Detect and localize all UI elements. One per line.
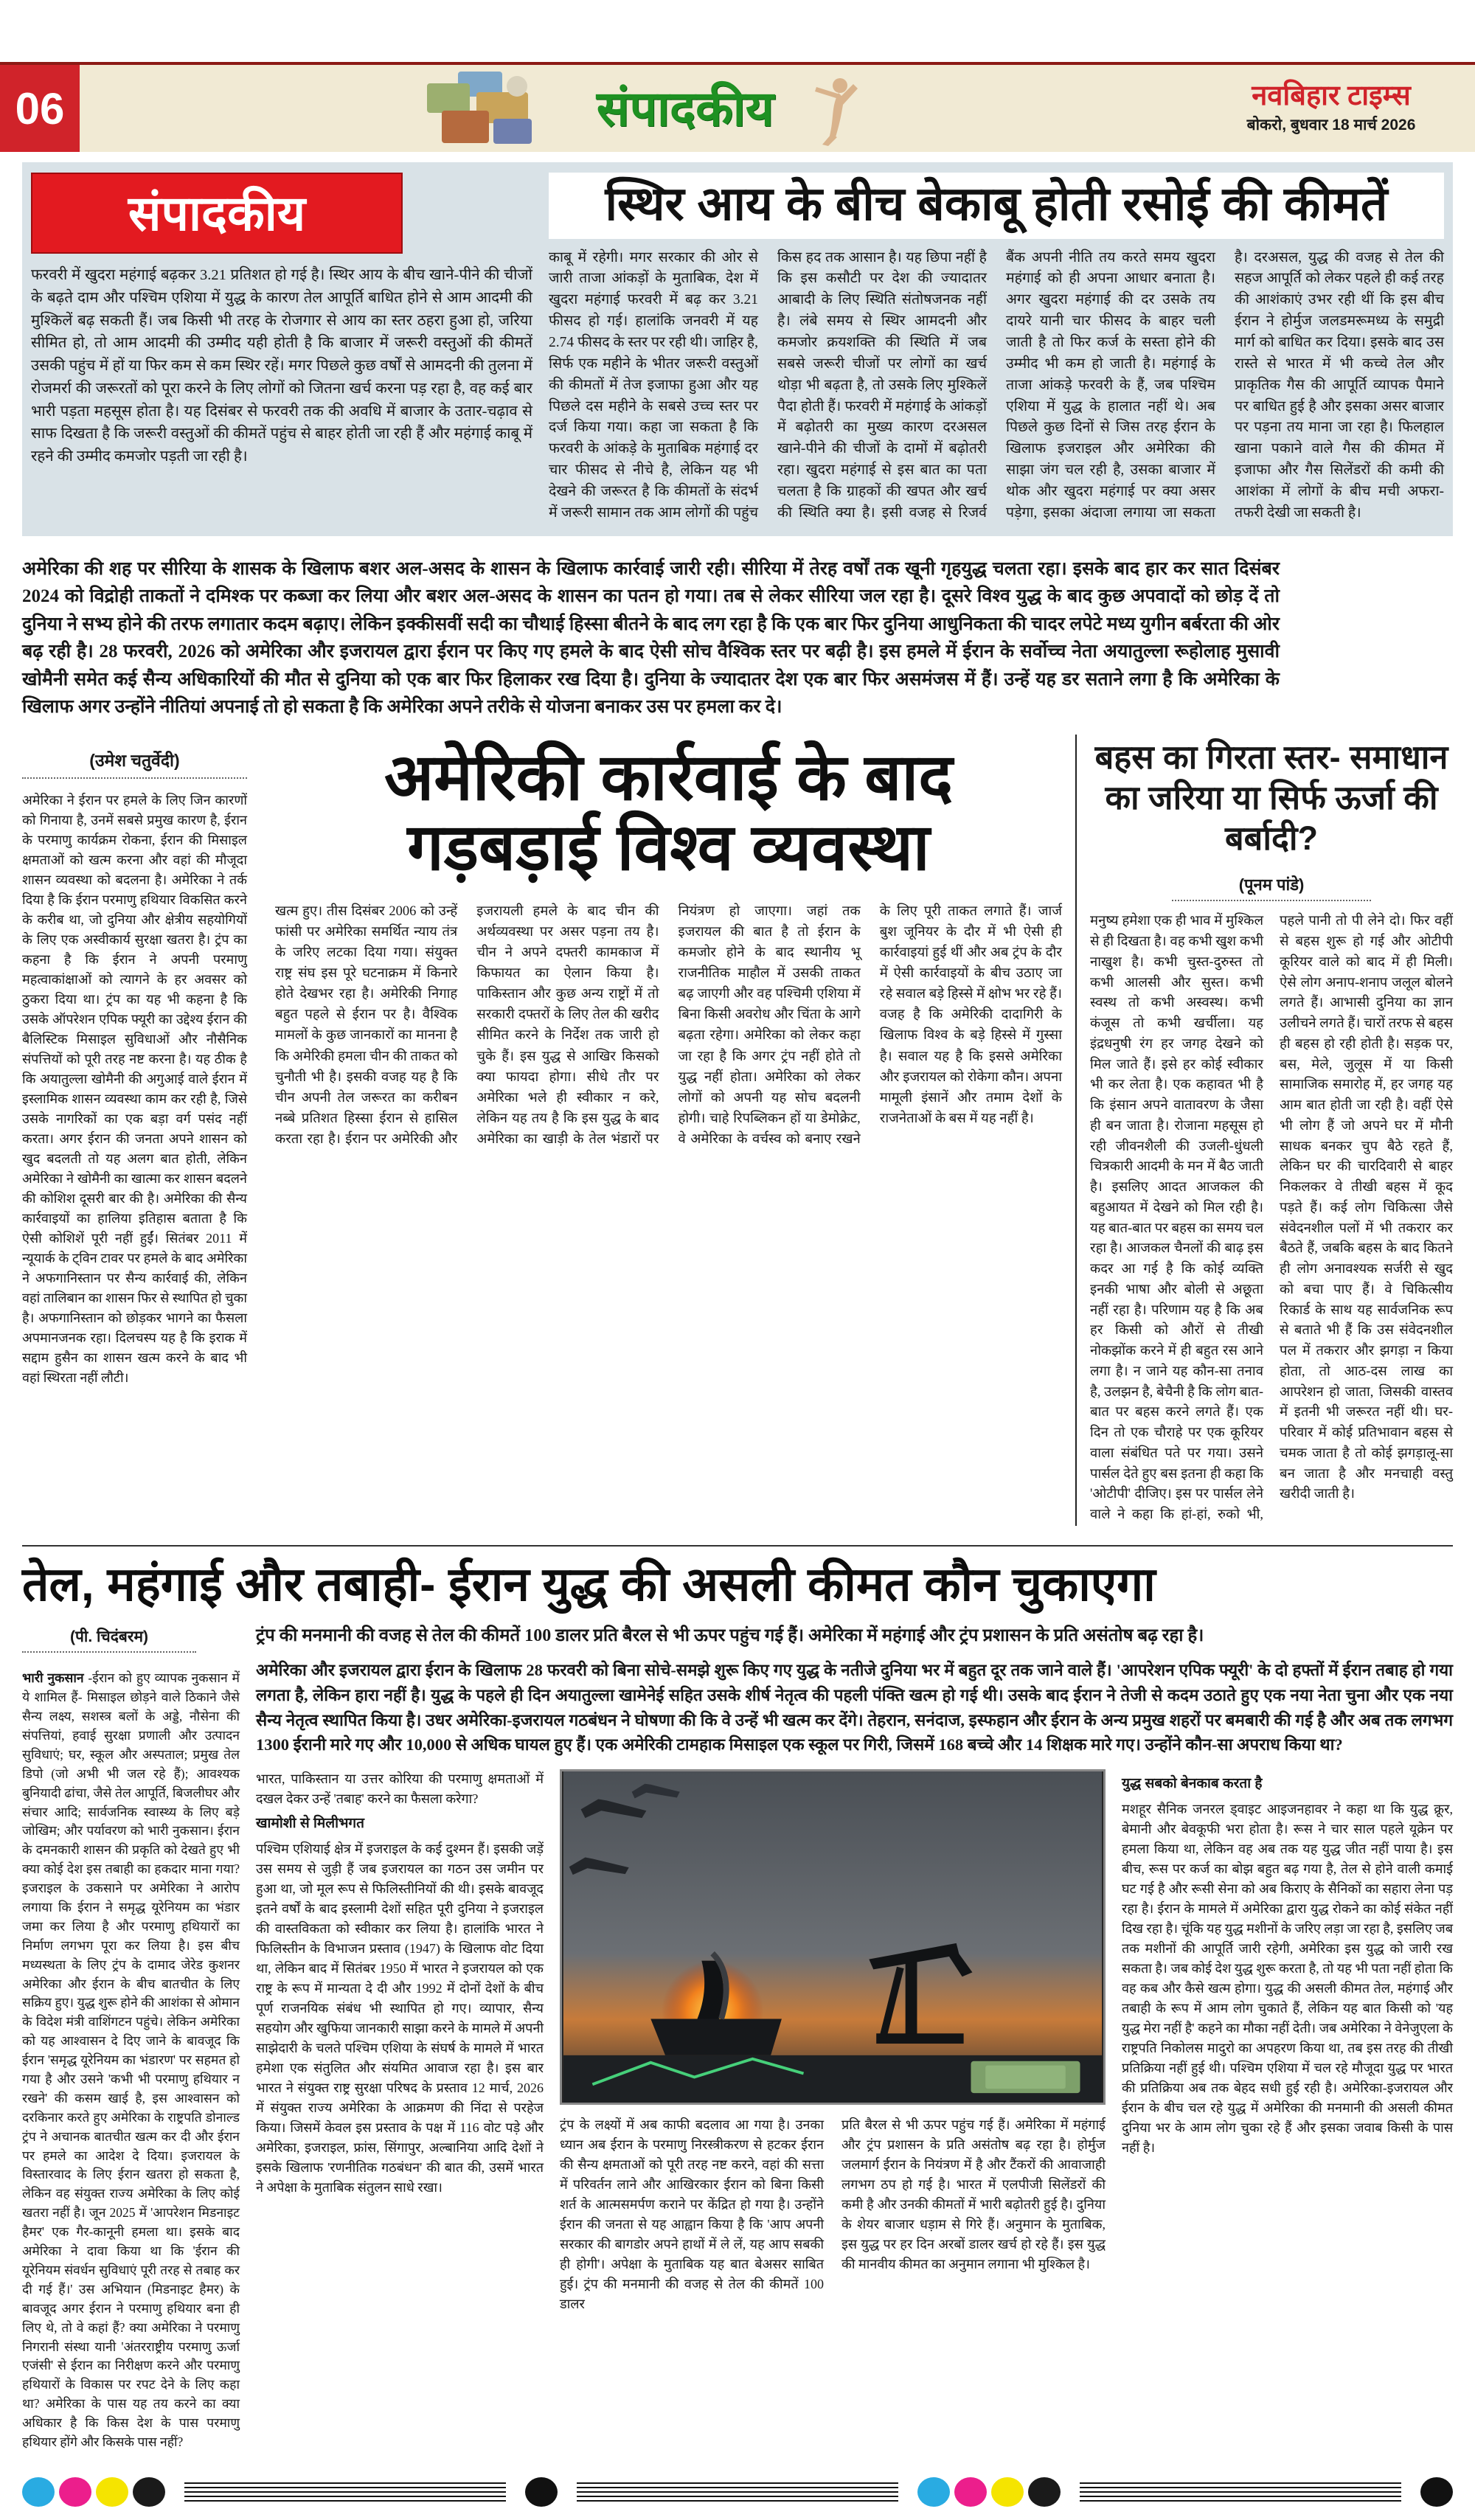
world-article-main — [262, 735, 1075, 1526]
editorial-section — [22, 162, 1453, 536]
world-article-headline — [275, 742, 1062, 882]
middle-section — [22, 735, 1453, 1526]
editorial-headline: स्थिर आय के बीच बेकाबू होती रसोई की कीमतें — [549, 173, 1444, 239]
section-title: संपादकीय — [596, 81, 774, 136]
world-article-left-column — [22, 735, 262, 1526]
oil-col2-subhead: खामोशी से मिलीभगत — [256, 1816, 364, 1832]
newspaper-page — [0, 62, 1475, 2520]
oil-article-center — [560, 1769, 1106, 2314]
oil-left-lead-in: भारी नुकसान — [22, 1670, 84, 1686]
editorial-main — [549, 173, 1444, 524]
page-number: 06 — [0, 65, 80, 152]
editorial-body-columns: काबू में रहेगी। मगर सरकार की ओर से जारी ताजा आंकड़ों के मुताबिक, देश में खुदरा महंगाई फरवरी में बढ़ कर 3.21 फीसद हो गई। हालांकि जनवरी में यह 2.74 फीसद के स्तर पर रही थी। जाहिर है, सिर्फ एक महीने के भीतर जरूरी वस्तुओं की कीमतों में तेज इजाफा हुआ और यह पिछले दस महीने के सबसे उच्च स्तर पर दर्ज किया गया। कहा जा सकता है कि फरवरी के आंकड़े के मुताबिक महंगाई दर चार फीसद से नीचे है, लेकिन यह भी देखने की जरूरत है कि कीमतों के संदर्भ में जरूरी सामान तक आम लोगों की पहुंच किस हद तक आसान है। यह छिपा नहीं है कि इस कसौटी पर देश की ज्यादातर आबादी के लिए स्थिति संतोषजनक नहीं है। लंबे समय से स्थिर आमदनी और कमजोर क्रयशक्ति की स्थिति में जब सबसे जरूरी चीजों पर लोगों का खर्च थोड़ा भी बढ़ता है, तो उसके लिए मुश्किलें पैदा होती हैं। फरवरी में महंगाई के आंकड़ों में बढ़ोतरी का मुख्य कारण दरअसल खाने-पीने की चीजों के दामों में बढ़ोतरी रहा। खुदरा महंगाई से इस बात का पता चलता है कि ग्राहकों की खपत और खर्च की स्थिति क्या है। इसी वजह से रिजर्व बैंक अपनी नीति तय करते समय खुदरा महंगाई को ही अपना आधार बनाता है। अगर खुदरा महंगाई की दर उसके तय दायरे यानी चार फीसद के बाहर चली जाती है तो फिर कर्ज के सस्ता होने की उम्मीद भी कम हो जाती है। महंगाई के ताजा आंकड़े फरवरी के हैं, जब पश्चिम एशिया में युद्ध के हालात नहीं थे। अब पिछले कुछ दिनों से जिस तरह ईरान के खिलाफ इजराइल और अमेरिका की साझा जंग चल रही है, उसका बाजार में थोक और खुदरा महंगाई पर क्या असर पड़ेगा, इसका अंदाजा लगाया जा सकता है। दरअसल, युद्ध की वजह से तेल की सहज आपूर्ति को लेकर पहले ही कई तरह की आशंकाएं उभर रही थीं कि इस बीच ईरान ने होर्मुज जलडमरूमध्य के समुद्री मार्ग को बाधित कर दिया। इसके बाद उस रास्ते से भारत में भी कच्चे तेल और प्राकृतिक गैस की आपूर्ति व्यापक पैमाने पर बाधित हुई है और इसका असर बाजार पर पड़ना तय माना जा रहा है। फिलहाल खाना पकाने वाले गैस की कीमत में इजाफा और गैस सिलेंडरों की कमी की आशंका में लोगों के बीच मची अफरा-तफरी देखी जा सकती है। — [549, 249, 1444, 521]
oil-col2-text: पश्चिम एशियाई क्षेत्र में इजराइल के कई दुश्मन हैं। इसकी जड़ें उस समय से जुड़ी हैं जब इजरायल का गठन उस जमीन पर हुआ था, जो मूल रूप से फिलिस्तीनियों की थी। इसके बावजूद इतने वर्षों के बाद इस्लामी देशों सहित पूरी दुनिया ने इजराइल की वास्तविकता को स्वीकार कर लिया है। हालांकि भारत ने फिलिस्तीन के विभाजन प्रस्ताव (1947) के खिलाफ वोट दिया था, लेकिन बाद में सितंबर 1950 में भारत ने इजरायल को एक राष्ट्र के रूप में मान्यता दे दी और 1992 में दोनों देशों के बीच पूर्ण राजनयिक संबंध भी स्थापित हो गए। व्यापार, सैन्य सहयोग और खुफिया जानकारी साझा करने के मामले में अपनी साझेदारी के चलते पश्चिम एशिया के संघर्ष के मामले में भारत हमेशा एक संतुलित और संयमित आवाज रहा है। इस बार भारत ने संयुक्त राष्ट्र सुरक्षा परिषद के प्रस्ताव 12 मार्च, 2026 में संयुक्त राज्य अमेरिका के आक्रमण की निंदा से परहेज किया। जिसमें केवल इस प्रस्ताव के पक्ष में 116 वोट पड़े और अमेरिका, इजराइल, फ्रांस, सिंगापुर, अल्बानिया आदि देशों ने इसके खिलाफ 'रणनीतिक गठबंधन' की बात की, उसमें भारत ने अपेक्षा के मुताबिक संतुलन साधे रखा। — [256, 1841, 544, 2195]
oil-article-intro: अमेरिका और इजरायल द्वारा ईरान के खिलाफ 28 फरवरी को बिना सोचे-समझे शुरू किए गए युद्ध के नतीजे दुनिया भर में बहुत दूर तक जाने वाले हैं। 'आपरेशन एपिक फ्यूरी' के दो हफ्तों में ईरान तबाह हो गया लगता है, लेकिन हारा नहीं है। युद्ध के पहले ही दिन अयातुल्ला खामेनेई सहित उसके शीर्ष नेतृत्व की पहली पंक्ति खत्म हो गई थी। उसके बाद ईरान ने तेजी से कदम उठाते हुए एक नया नेता चुना और एक नया सैन्य नेतृत्व स्थापित किया है। उधर अमेरिका-इजरायल गठबंधन ने घोषणा की कि वे उन्हें भी खत्म कर देंगे। तेहरान, सनंदाज, इस्फहान और ईरान के अन्य प्रमुख शहरों पर बमबारी की गई है और अब तक लगभग 1300 ईरानी मारे गए और 10,000 से अधिक घायल हुए हैं। एक अमेरिकी टामहाक मिसाइल एक स्कूल पर गिरी, जिसमें 168 बच्चे और 14 शिक्षक मारे गए। उन्होंने कौन-सा अपराध किया था? — [256, 1661, 1453, 1754]
debate-article — [1075, 735, 1453, 1526]
editorial-label: संपादकीय — [128, 186, 306, 240]
dateline: बोकरो, बुधवार 18 मार्च 2026 — [1246, 116, 1416, 133]
oil-article-headline: तेल, महंगाई और तबाही- ईरान युद्ध की असली कीमत कौन चुकाएगा — [22, 1557, 1156, 1611]
world-article-intro: अमेरिका की शह पर सीरिया के शासक के खिलाफ बशर अल-असद के शासन के खिलाफ कार्रवाई जारी रही। सीरिया में तेरह वर्षों तक खूनी गृहयुद्ध चलता रहा। इसके बाद हार कर सात दिसंबर 2024 को विद्रोही ताकतों ने दमिश्क पर कब्जा कर लिया और बशर अल-असद के शासन का पतन हो गया। तब से लेकर सीरिया जल रहा है। दूसरे विश्व युद्ध के बाद कुछ अपवादों को छोड़ दें तो दुनिया ने सभ्य होने की तरफ लगातार कदम बढ़ाए। लेकिन इक्कीसवीं सदी का चौथाई हिस्सा बीतने के बाद लग रहा है कि एक बार फिर दुनिया आधुनिकता की चादर लपेटे मध्य युगीन बर्बरता की ओर बढ़ रही है। 28 फरवरी, 2026 को अमेरिका और इजरायल द्वारा ईरान पर किए गए हमले के बाद ऐसी सोच वैश्विक स्तर पर बढ़ी है। इस हमले में ईरान के सर्वोच्च नेता अयातुल्ला रूहोलाह मुसावी खोमैनी समेत कई सैन्य अधिकारियों की मौत से दुनिया को एक बार फिर हिलाकर रख दिया है। दुनिया के ज्यादातर देश एक बार फिर असमंजस में हैं। उन्हें यह डर सताने लगा है कि अमेरिका के खिलाफ अगर उन्होंने नीतियां अपनाई तो हो सकता है कि अमेरिका अपने तरीके से योजना बनाकर उस पर हमला कर दे। — [22, 558, 1280, 718]
oil-under-image-row — [560, 2115, 1106, 2314]
oil-article-left-text — [22, 1669, 240, 2452]
oil-col2-question: भारत, पाकिस्तान या उत्तर कोरिया की परमाणु क्षमताओं में दखल देकर उन्हें 'तबाह' करने का फैसला करेगा? — [256, 1771, 544, 1807]
world-article-byline: (उमेश चतुर्वेदी) — [22, 748, 247, 779]
paper-name: नवबिहार टाइम्स — [1252, 80, 1411, 112]
black-registration-dot-icon — [525, 2477, 558, 2507]
oil-under-image-col2: प्रति बैरल से भी ऊपर पहुंच गई हैं। अमेरिका में महंगाई और ट्रंप प्रशासन के प्रति असंतोष बढ़ रहा है। होर्मुज जलमार्ग ईरान के नियंत्रण में है और टैंकरों की आवाजाही लगभग ठप हो गई है। भारत में एलपीजी सिलेंडरों की कमी है और उनकी कीमतों में भारी बढ़ोतरी हुई है। दुनिया के शेयर बाजार धड़ाम से गिरे हैं। अनुमान के मुताबिक, इस युद्ध पर हर दिन अरबों डालर खर्च हो रहे हैं। इस युद्ध की मानवीय कीमत का अनुमान लगाना भी मुश्किल है। — [841, 2117, 1106, 2272]
oil-article-grid — [22, 1623, 1453, 2452]
oil-article-byline: (पी. चिदंबरम) — [22, 1626, 196, 1653]
masthead-collage-image — [406, 70, 576, 147]
oil-article-column2 — [256, 1769, 544, 2314]
editorial-lead-text: फरवरी में खुदरा महंगाई बढ़कर 3.21 प्रतिशत हो गई है। स्थिर आय के बीच खाने-पीने की चीजों के बढ़ते दाम और पश्चिम एशिया में युद्ध के कारण तेल आपूर्ति बाधित होने से आम आदमी की मुश्किलें बढ़ सकती हैं। जब किसी भी तरह के रोजगार से आय का स्तर ठहरा हुआ हो, जरिया सीमित हो, तो आम आदमी की उम्मीद यही होती है कि बाजार में जरूरी वस्तुओं की कीमतें उसकी पहुंच में हों या फिर कम से कम स्थिर रहें। मगर पिछले कुछ वर्षों से आमदनी की तुलना में रोजमर्रा की जरूरतों को पूरा करने के लिए लोगों को जितना खर्च करना पड़ रहा है, वह कई बार भारी पड़ता महसूस होता है। यह दिसंबर से फरवरी तक की अवधि में बाजार के उतार-चढ़ाव से साफ दिखता है कि जरूरी वस्तुओं की कीमतें पहुंच से बाहर होती जा रही हैं और महंगाई काबू में रहने की उम्मीद कमजोर पड़ती जा रही है। — [31, 267, 532, 465]
editorial-left-column — [31, 173, 532, 524]
debate-article-body-columns: मनुष्य हमेशा एक ही भाव में मुश्किल से ही दिखता है। वह कभी खुश कभी नाखुश है। कभी चुस्त-दुरुस्त तो कभी आलसी और सुस्त। कभी स्वस्थ तो कभी अस्वस्थ। कभी कंजूस तो कभी खर्चीला। यह इंद्रधनुषी रंग हर जगह देखने को मिल जाते हैं। इसे हर कोई स्वीकार भी कर लेता है। एक कहावत भी है कि इंसान अपने वातावरण के जैसा ही बन जाता है। रोजाना महसूस हो रही जीवनशैली की उजली-धुंधली चित्रकारी आदमी के मन में बैठ जाती है। इसलिए आदत आजकल की बहुआयत में देखने को मिल रही है। यह बात-बात पर बहस का समय चल रहा है। आजकल चैनलों की बाढ़ इस कदर आ गई है कि कोई व्यक्ति इनकी भाषा और बोली से अछूता नहीं रहा है। परिणाम यह है कि अब हर किसी को औरों से तीखी नोकझोंक करने में ही बहुत रस आने लगा है। न जाने यह कौन-सा तनाव है, उलझन है, बेचैनी है कि लोग बात-बात पर बहस करने लगते हैं। एक दिन तो एक चौराहे पर एक कूरियर वाला संबंधित पते पर गया। उसने पार्सल देते हुए बस इतना ही कहा कि 'ओटीपी' दीजिए। इस पर पार्सल लेने वाले ने कहा कि हां-हां, रुको भी, पहले पानी तो पी लेने दो। फिर वहीं से बहस शुरू हो गई और ओटीपी कूरियर वाले को बाद में ही मिली। ऐसे लोग अनाप-शनाप जलूल बोलने लगते हैं। आभासी दुनिया का ज्ञान उलीचने लगते हैं। चारों तरफ से बहस ही बहस हो रही होती है। सड़क पर, बस, मेले, जुलूस में या किसी सामाजिक समारोह में, हर जगह यह आम बात होती जा रही है। वहीं ऐसे भी लोग हैं जो अपने घर में मौनी साधक बनकर चुप बैठे रहते हैं, लेकिन घर की चारदिवारी से बाहर निकलकर वे तीखी बहस में कूद पड़ते हैं। कई लोग चिकित्सा जैसे संवेदनशील पलों में भी तकरार कर बैठते हैं, जबकि बहस के बाद कितने ही लोग अनावश्यक सर्जरी से खुद को बचा पाए हैं। वे चिकित्सीय रिकार्ड के साथ यह सार्वजनिक रूप से बताते भी हैं कि उस संवेदनशील पल में तकरार और झगड़ा न किया होता, तो आठ-दस लाख का आपरेशन हो जाता, जिसकी वास्तव में इतनी भी जरूरत नहीं थी। घर-परिवार में कोई प्रतिभावान बहस से चमक जाता है तो कोई झगड़ालू-सा बन जाता है और मनचाही वस्तु खरीदी जाती है। — [1090, 914, 1453, 1523]
debate-article-byline: (पूनम पांडे) — [1172, 873, 1372, 901]
registration-lines-icon — [1080, 2482, 1401, 2502]
oil-right-text: मशहूर सैनिक जनरल ड्वाइट आइजनहावर ने कहा था कि युद्ध क्रूर, बेमानी और बेवकूफी भरा होता है। रूस ने चार साल पहले यूक्रेन पर हमला किया था, लेकिन वह अब तक यह युद्ध जीत नहीं पाया है। इस बीच, रूस पर कर्ज का बोझ बहुत बढ़ गया है, तेल से होने वाली कमाई घट गई है और रूसी सेना को अब किराए के सैनिकों का सहारा लेना पड़ रहा है। ईरान के मामले में अमेरिका द्वारा युद्ध रोकने का कोई संकेत नहीं दिख रहा है। चूंकि यह युद्ध मशीनों के जरिए लड़ा जा रहा है, इसलिए जब तक मशीनों की आपूर्ति जारी रहेगी, अमेरिका इस युद्ध को जारी रख सकता है। जब कोई देश युद्ध शुरू करता है, तो यह भी पता नहीं होता कि वह कब और कैसे खत्म होगा। युद्ध की असली कीमत तेल, महंगाई और तबाही के रूप में आम लोग चुकाते हैं, लेकिन यह बात किसी को 'यह युद्ध मेरा नहीं है' कहने का मौका नहीं देती। जब अमेरिका ने वेनेजुएला के राष्ट्रपति निकोलस मादुरो का अपहरण किया था, तब इस तरह की तीखी प्रतिक्रिया नहीं हुई थी। पश्चिम एशिया में चल रहे मौजूदा युद्ध पर भारत की प्रतिक्रिया अब तक बेहद सधी हुई रही है। अमेरिका-इजरायल और ईरान के बीच चल रहे युद्ध में अमेरिका की मनमानी की असली कीमत दुनिया भर के आम लोग चुका रहे हैं और इसका जवाब किसी के पास नहीं है। — [1122, 1801, 1453, 2155]
registration-lines-icon — [577, 2482, 898, 2502]
black-registration-dot-icon — [1420, 2477, 1453, 2507]
masthead-right — [1210, 82, 1475, 135]
oil-article-middle-row — [256, 1769, 1453, 2314]
oil-article-left-column — [22, 1623, 240, 2452]
oil-article-standfirst: ट्रंप की मनमानी की वजह से तेल की कीमतें 100 डालर प्रति बैरल से भी ऊपर पहुंच गई हैं। अमेरिका में महंगाई और ट्रंप प्रशासन के प्रति असंतोष बढ़ रहा है। — [256, 1626, 1204, 1646]
world-article-body-columns: खत्म हुए। तीस दिसंबर 2006 को उन्हें फांसी पर अमेरिका समर्थित न्याय तंत्र के जरिए लटका दिया गया। संयुक्त राष्ट्र संघ इस पूरे घटनाक्रम में किनारे होते देखभर रहा है। अमेरिकी निगाह बहुत पहले से ईरान पर है। वैश्विक मामलों के कुछ जानकारों का मानना है कि अमेरिकी हमला चीन की ताकत को चुनौती भी है। इसकी वजह यह है कि चीन अपनी तेल जरूरत का करीबन नब्बे प्रतिशत हिस्सा ईरान से हासिल करता रहा है। ईरान पर अमेरिकी और इजरायली हमले के बाद चीन की अर्थव्यवस्था पर असर पड़ना तय है। चीन ने अपने दफ्तरी कामकाज में किफायत का ऐलान किया है। पाकिस्तान और कुछ अन्य राष्ट्रों में तो सरकारी दफ्तरों के लिए तेल की खरीद सीमित करने के निर्देश तक जारी हो चुके हैं। इस युद्ध से आखिर किसको क्या फायदा होगा। सीधे तौर पर अमेरिका भले ही स्वीकार न करे, लेकिन यह तय है कि इस युद्ध के बाद अमेरिका का खाड़ी के तेल भंडारों पर नियंत्रण हो जाएगा। जहां तक इजरायल की बात है तो ईरान के कमजोर होने के बाद स्थानीय भू राजनीतिक माहौल में उसकी ताकत बढ़ जाएगी और वह पश्चिमी एशिया में बिना किसी अवरोध और चिंता के आगे बढ़ता रहेगा। अमेरिका को लेकर कहा जा रहा है कि अगर ट्रंप नहीं होते तो युद्ध नहीं होता। अमेरिका को लेकर लोगों को अपनी यह सोच बदलनी होगी। चाहे रिपब्लिकन हों या डेमोक्रेट, वे अमेरिका के वर्चस्व को बनाए रखने के लिए पूरी ताकत लगाते हैं। जार्ज बुश जूनियर के दौर में भी ऐसी ही कार्रवाइयां हुई थीं और अब ट्रंप के दौर में ऐसी कार्रवाइयों के बीच उठाए जा रहे सवाल बड़े हिस्से में क्षोभ भर रहे हैं। वजह है कि अमेरिकी दादागिरी के खिलाफ विश्व के बड़े हिस्से में गुस्सा है। सवाल यह है कि इससे अमेरिका और इजरायल को रोकेगा कौन। अपना मामूली इंसानें और तमाम देशों के राजनेताओं के बस में यह नहीं है। — [275, 903, 1062, 1148]
masthead — [0, 62, 1475, 152]
masthead-center — [80, 69, 1210, 147]
oil-left-body: -ईरान को हुए व्यापक नुकसान में ये शामिल हैं- मिसाइल छोड़ने वाले ठिकाने जैसे सैन्य लक्ष्य, सशस्त्र बलों के अड्डे, नौसेना की संपत्तियां, हवाई सुरक्षा प्रणाली और उत्पादन सुविधाएं; घर, स्कूल और अस्पताल; प्रमुख तेल डिपो (जो अभी भी जल रहे हैं); आवश्यक बुनियादी ढांचा, जैसे तेल आपूर्ति, बिजलीघर और संचार आदि; सार्वजनिक स्वास्थ्य के लिए बड़े जोखिम; और पर्यावरण को भारी नुकसान। ईरान के दमनकारी शासन की प्रकृति को देखते हुए भी क्या कोई देश इस तबाही का हकदार माना गया? इजराइल के उकसाने पर अमेरिका ने आरोप लगाया कि ईरान ने समृद्ध यूरेनियम का भंडार जमा कर लिया है और परमाणु हथियारों का निर्माण लगभग पूरा कर लिया है। इस बीच मध्यस्थता के लिए ट्रंप के दामाद जेरेड कुशनर अमेरिका और ईरान के बीच बातचीत के लिए सक्रिय हुए। युद्ध शुरू होने की आशंका से ओमान के विदेश मंत्री वाशिंगटन पहुंचे। लेकिन अमेरिका को यह आश्वासन दे दिए जाने के बावजूद कि ईरान 'समृद्ध यूरेनियम का भंडारण' पर सहमत हो गया है और उसने 'कभी भी परमाणु हथियार न रखने' की कसम खाई है, इस आश्वासन को दरकिनार करते हुए अमेरिका के राष्ट्रपति डोनाल्ड ट्रंप ने अचानक बातचीत खत्म कर दी और ईरान पर हमले का आदेश दे दिया। इजरायल के विस्तारवाद के लिए ईरान खतरा हो सकता है, लेकिन वह संयुक्त राज्य अमेरिका के लिए कोई खतरा नहीं है। जून 2025 में 'आपरेशन मिडनाइट हैमर' एक गैर-कानूनी हमला था। इसके बाद अमेरिका ने दावा किया था कि 'ईरान की यूरेनियम संवर्धन सुविधाएं पूरी तरह से तबाह कर दी गई हैं।' उस अभियान (मिडनाइट हैमर) के बावजूद अगर ईरान ने परमाणु हथियार बना ही लिए थे, तो वे कहां हैं? क्या अमेरिका ने परमाणु निगरानी संस्था यानी 'अंतरराष्ट्रीय परमाणु ऊर्जा एजंसी' से ईरान का निरीक्षण करने और परमाणु हथियारों के विकास पर रपट देने के लिए कहा था? अमेरिका के पास यह तय करने का क्या अधिकार है कि किस देश के पास परमाणु हथियार होंगे और किसके पास नहीं? — [22, 1670, 240, 2449]
oil-article — [22, 1545, 1453, 2452]
cmyk-dots-icon — [917, 2477, 1061, 2507]
world-headline-line1: अमेरिकी कार्रवाई के बाद — [384, 740, 953, 813]
oil-article-main — [256, 1623, 1453, 2452]
world-article-left-text: अमेरिका ने ईरान पर हमले के लिए जिन कारणों को गिनाया है, उनमें सबसे प्रमुख कारण है, ईरान के परमाणु कार्यक्रम रोकना, ईरान की मिसाइल क्षमताओं को खत्म करना और वहां की मौजूदा शासन व्यवस्था को बदलना है। अमेरिका ने तर्क दिया है कि ईरान परमाणु हथियार विकसित करने के करीब था, जो दुनिया और क्षेत्रीय सहयोगियों के लिए एक अस्वीकार्य सुरक्षा खतरा है। ट्रंप का कहना है कि ईरान ने अपनी परमाणु महत्वाकांक्षाओं को त्यागने के हर अवसर को ठुकरा दिया था। ट्रंप का यह भी कहना है कि उसके ऑपरेशन एपिक फ्यूरी का उद्देश्य ईरान की बैलिस्टिक मिसाइल सुविधाओं और नौसैनिक संपत्तियों को पूरी तरह नष्ट करना है। यह ठीक है कि अयातुल्ला खोमैनी की अगुआई वाले ईरान में इस्लामिक शासन व्यवस्था काम कर रही है, जिसे उसके नागरिकों का एक बड़ा वर्ग पसंद नहीं करता। अगर ईरान की जनता अपने शासन को खुद बदलती तो यह अलग बात होती, लेकिन अमेरिका ने खोमैनी का खात्मा कर शासन बदलने की कोशिश दूसरी बार की है। अमेरिका की सैन्य कार्रवाइयों का हालिया इतिहास बताता है कि ऐसी कोशिशें पूरी नहीं हुईं। सितंबर 2011 में न्यूयार्क के ट्विन टावर पर हमले के बाद अमेरिका ने अफगानिस्तान पर सैन्य कार्रवाई की, लेकिन वहां तालिबान का शासन फिर से स्थापित हो चुका है। अफगानिस्तान को छोड़कर भागने का फैसला अपमानजनक रहा। दिलचस्प यह है कि इराक में सद्दाम हुसैन का शासन खत्म करने के बाद भी वहां स्थिरता नहीं लौटी। — [22, 792, 247, 1385]
print-registration-bar — [22, 2471, 1453, 2513]
war-photo — [560, 1769, 1106, 2105]
oil-article-right-column — [1122, 1769, 1453, 2314]
registration-lines-icon — [184, 2482, 506, 2502]
debate-article-headline: बहस का गिरता स्तर- समाधान का जरिया या सिर्फ ऊर्जा की बर्बादी? — [1094, 737, 1448, 857]
oil-right-subhead: युद्ध सबको बेनकाब करता है — [1122, 1776, 1263, 1792]
oil-under-image-col1: ट्रंप के लक्ष्यों में अब काफी बदलाव आ गया है। उनका ध्यान अब ईरान के परमाणु निरस्त्रीकरण से हटकर ईरान की सैन्य क्षमताओं को पूरी तरह नष्ट करने, वहां की सत्ता में परिवर्तन लाने और आखिरकार ईरान को बिना किसी शर्त के आत्मसमर्पण कराने पर केंद्रित हो गया है। उन्होंने ईरान की जनता से यह आह्वान किया है कि 'आप अपनी सरकार की बागडोर अपने हाथों में ले लें, यह आप सबकी ही होगी'। अपेक्षा के मुताबिक यह बात बेअसर साबित हुई। ट्रंप की मनमानी की वजह से तेल की कीमतें 100 डालर — [560, 2117, 824, 2312]
dancer-illustration-icon — [794, 69, 883, 147]
cmyk-dots-icon — [22, 2477, 165, 2507]
world-headline-line2: गड़बड़ाई विश्व व्यवस्था — [407, 810, 930, 884]
editorial-label-box — [31, 173, 403, 254]
